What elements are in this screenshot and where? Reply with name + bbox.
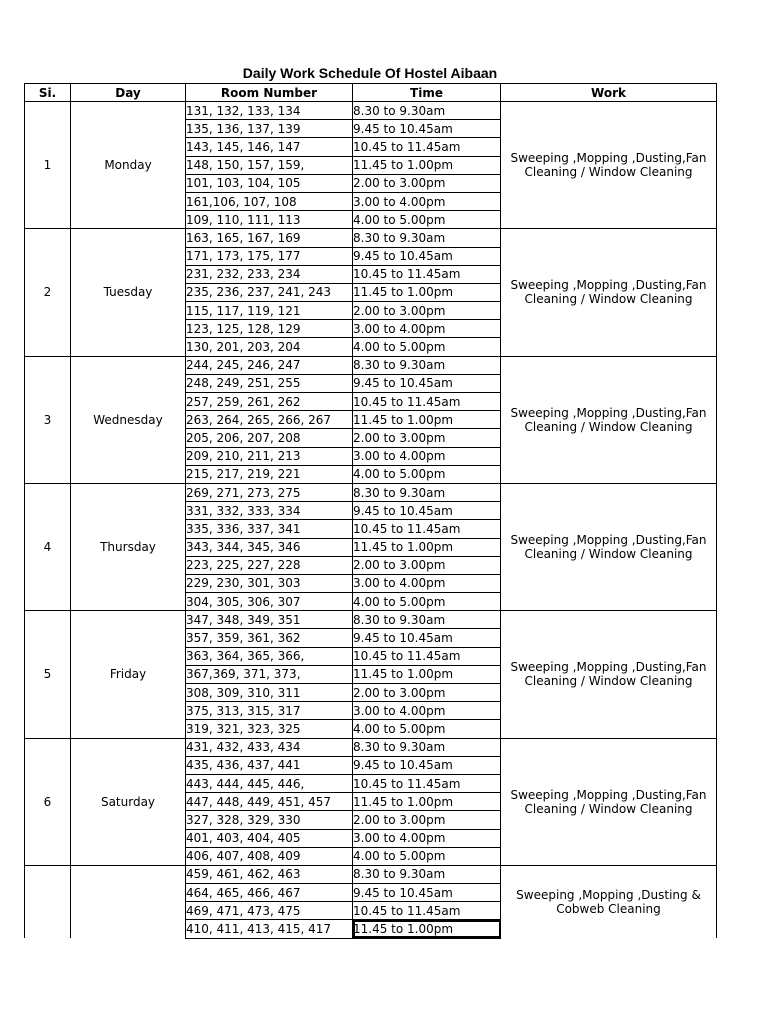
cell-time: 10.45 to 11.45am	[353, 265, 501, 283]
cell-si: 5	[25, 611, 71, 738]
cell-room-number: 347, 348, 349, 351	[186, 611, 353, 629]
cell-room-number: 171, 173, 175, 177	[186, 247, 353, 265]
cell-si: 2	[25, 229, 71, 356]
cell-time: 11.45 to 1.00pm	[353, 665, 501, 683]
cell-room-number: 308, 309, 310, 311	[186, 684, 353, 702]
cell-room-number: 343, 344, 345, 346	[186, 538, 353, 556]
cell-time: 9.45 to 10.45am	[353, 502, 501, 520]
cell-room-number: 357, 359, 361, 362	[186, 629, 353, 647]
cell-time: 4.00 to 5.00pm	[353, 211, 501, 229]
cell-room-number: 130, 201, 203, 204	[186, 338, 353, 356]
header-work: Work	[501, 84, 717, 102]
cell-time: 2.00 to 3.00pm	[353, 811, 501, 829]
cell-time: 2.00 to 3.00pm	[353, 684, 501, 702]
cell-day: Monday	[71, 102, 186, 229]
cell-room-number: 235, 236, 237, 241, 243	[186, 283, 353, 301]
cell-time: 2.00 to 3.00pm	[353, 174, 501, 192]
cell-time: 10.45 to 11.45am	[353, 774, 501, 792]
cell-time: 8.30 to 9.30am	[353, 102, 501, 120]
cell-time: 10.45 to 11.45am	[353, 393, 501, 411]
cell-room-number: 209, 210, 211, 213	[186, 447, 353, 465]
header-si: Si.	[25, 84, 71, 102]
cell-room-number: 459, 461, 462, 463	[186, 865, 353, 883]
cell-time: 3.00 to 4.00pm	[353, 574, 501, 592]
cell-room-number: 135, 136, 137, 139	[186, 120, 353, 138]
cell-time: 2.00 to 3.00pm	[353, 556, 501, 574]
cell-si	[25, 865, 71, 938]
header-room-number: Room Number	[186, 84, 353, 102]
cell-room-number: 223, 225, 227, 228	[186, 556, 353, 574]
cell-time: 9.45 to 10.45am	[353, 756, 501, 774]
cell-time: 11.45 to 1.00pm	[353, 156, 501, 174]
cell-time: 2.00 to 3.00pm	[353, 302, 501, 320]
cell-time: 4.00 to 5.00pm	[353, 847, 501, 865]
cell-work: Sweeping ,Mopping ,Dusting,Fan Cleaning / Window Cleaning	[501, 611, 717, 738]
cell-room-number: 248, 249, 251, 255	[186, 374, 353, 392]
cell-room-number: 231, 232, 233, 234	[186, 265, 353, 283]
cell-room-number: 464, 465, 466, 467	[186, 884, 353, 902]
cell-time: 10.45 to 11.45am	[353, 520, 501, 538]
cell-time: 8.30 to 9.30am	[353, 483, 501, 501]
cell-time: 8.30 to 9.30am	[353, 738, 501, 756]
cell-room-number: 244, 245, 246, 247	[186, 356, 353, 374]
cell-room-number: 131, 132, 133, 134	[186, 102, 353, 120]
cell-time: 4.00 to 5.00pm	[353, 720, 501, 738]
cell-time: 2.00 to 3.00pm	[353, 429, 501, 447]
cell-time: 3.00 to 4.00pm	[353, 192, 501, 210]
cell-room-number: 161,106, 107, 108	[186, 192, 353, 210]
cell-room-number: 101, 103, 104, 105	[186, 174, 353, 192]
cell-work: Sweeping ,Mopping ,Dusting,Fan Cleaning / Window Cleaning	[501, 229, 717, 356]
table-row	[25, 102, 717, 120]
cell-work: Sweeping ,Mopping ,Dusting,Fan Cleaning / Window Cleaning	[501, 483, 717, 610]
cell-room-number: 215, 217, 219, 221	[186, 465, 353, 483]
cell-room-number: 123, 125, 128, 129	[186, 320, 353, 338]
cell-time: 11.45 to 1.00pm	[353, 793, 501, 811]
cell-room-number: 263, 264, 265, 266, 267	[186, 411, 353, 429]
cell-room-number: 269, 271, 273, 275	[186, 483, 353, 501]
cell-si: 4	[25, 483, 71, 610]
cell-room-number: 469, 471, 473, 475	[186, 902, 353, 920]
cell-time: 8.30 to 9.30am	[353, 865, 501, 883]
cell-time: 4.00 to 5.00pm	[353, 465, 501, 483]
cell-time: 11.45 to 1.00pm	[353, 283, 501, 301]
cell-day: Wednesday	[71, 356, 186, 483]
cell-work: Sweeping ,Mopping ,Dusting,Fan Cleaning / Window Cleaning	[501, 356, 717, 483]
cell-room-number: 163, 165, 167, 169	[186, 229, 353, 247]
cell-si: 3	[25, 356, 71, 483]
document-title: Daily Work Schedule Of Hostel Aibaan	[242, 65, 498, 81]
cell-room-number: 229, 230, 301, 303	[186, 574, 353, 592]
schedule-table	[24, 83, 717, 939]
cell-room-number: 205, 206, 207, 208	[186, 429, 353, 447]
cell-time: 10.45 to 11.45am	[353, 138, 501, 156]
cell-room-number: 257, 259, 261, 262	[186, 393, 353, 411]
cell-room-number: 443, 444, 445, 446,	[186, 774, 353, 792]
cell-room-number: 304, 305, 306, 307	[186, 593, 353, 611]
table-row	[25, 483, 717, 501]
cell-time: 8.30 to 9.30am	[353, 229, 501, 247]
cell-time: 3.00 to 4.00pm	[353, 320, 501, 338]
cell-time: 8.30 to 9.30am	[353, 356, 501, 374]
cell-day	[71, 865, 186, 938]
cell-time: 11.45 to 1.00pm	[353, 538, 501, 556]
cell-day: Thursday	[71, 483, 186, 610]
cell-room-number: 148, 150, 157, 159,	[186, 156, 353, 174]
cell-time: 3.00 to 4.00pm	[353, 447, 501, 465]
cell-work: Sweeping ,Mopping ,Dusting,Fan Cleaning / Window Cleaning	[501, 102, 717, 229]
cell-room-number: 331, 332, 333, 334	[186, 502, 353, 520]
cell-room-number: 115, 117, 119, 121	[186, 302, 353, 320]
cell-time: 8.30 to 9.30am	[353, 611, 501, 629]
cell-day: Tuesday	[71, 229, 186, 356]
cell-time: 3.00 to 4.00pm	[353, 702, 501, 720]
cell-room-number: 335, 336, 337, 341	[186, 520, 353, 538]
table-row	[25, 356, 717, 374]
header-row	[25, 84, 717, 102]
cell-time: 11.45 to 1.00pm	[353, 411, 501, 429]
cell-time: 9.45 to 10.45am	[353, 120, 501, 138]
cell-room-number: 327, 328, 329, 330	[186, 811, 353, 829]
cell-time: 10.45 to 11.45am	[353, 902, 501, 920]
cell-room-number: 143, 145, 146, 147	[186, 138, 353, 156]
cell-work: Sweeping ,Mopping ,Dusting & Cobweb Cleaning	[501, 865, 717, 938]
cell-day: Saturday	[71, 738, 186, 865]
cell-room-number: 375, 313, 315, 317	[186, 702, 353, 720]
cell-time: 11.45 to 1.00pm	[353, 920, 501, 938]
cell-room-number: 367,369, 371, 373,	[186, 665, 353, 683]
cell-time: 9.45 to 10.45am	[353, 884, 501, 902]
table-row	[25, 738, 717, 756]
cell-room-number: 435, 436, 437, 441	[186, 756, 353, 774]
cell-time: 9.45 to 10.45am	[353, 629, 501, 647]
table-row	[25, 865, 717, 883]
cell-time: 4.00 to 5.00pm	[353, 593, 501, 611]
cell-room-number: 447, 448, 449, 451, 457	[186, 793, 353, 811]
cell-si: 6	[25, 738, 71, 865]
cell-time: 3.00 to 4.00pm	[353, 829, 501, 847]
cell-time: 9.45 to 10.45am	[353, 247, 501, 265]
cell-work: Sweeping ,Mopping ,Dusting,Fan Cleaning / Window Cleaning	[501, 738, 717, 865]
table-row	[25, 611, 717, 629]
cell-room-number: 431, 432, 433, 434	[186, 738, 353, 756]
cell-room-number: 401, 403, 404, 405	[186, 829, 353, 847]
header-time: Time	[353, 84, 501, 102]
cell-room-number: 406, 407, 408, 409	[186, 847, 353, 865]
cell-time: 4.00 to 5.00pm	[353, 338, 501, 356]
cell-room-number: 109, 110, 111, 113	[186, 211, 353, 229]
header-day: Day	[71, 84, 186, 102]
cell-room-number: 410, 411, 413, 415, 417	[186, 920, 353, 938]
cell-room-number: 319, 321, 323, 325	[186, 720, 353, 738]
cell-si: 1	[25, 102, 71, 229]
cell-time: 9.45 to 10.45am	[353, 374, 501, 392]
cell-room-number: 363, 364, 365, 366,	[186, 647, 353, 665]
table-row	[25, 229, 717, 247]
cell-time: 10.45 to 11.45am	[353, 647, 501, 665]
cell-day: Friday	[71, 611, 186, 738]
